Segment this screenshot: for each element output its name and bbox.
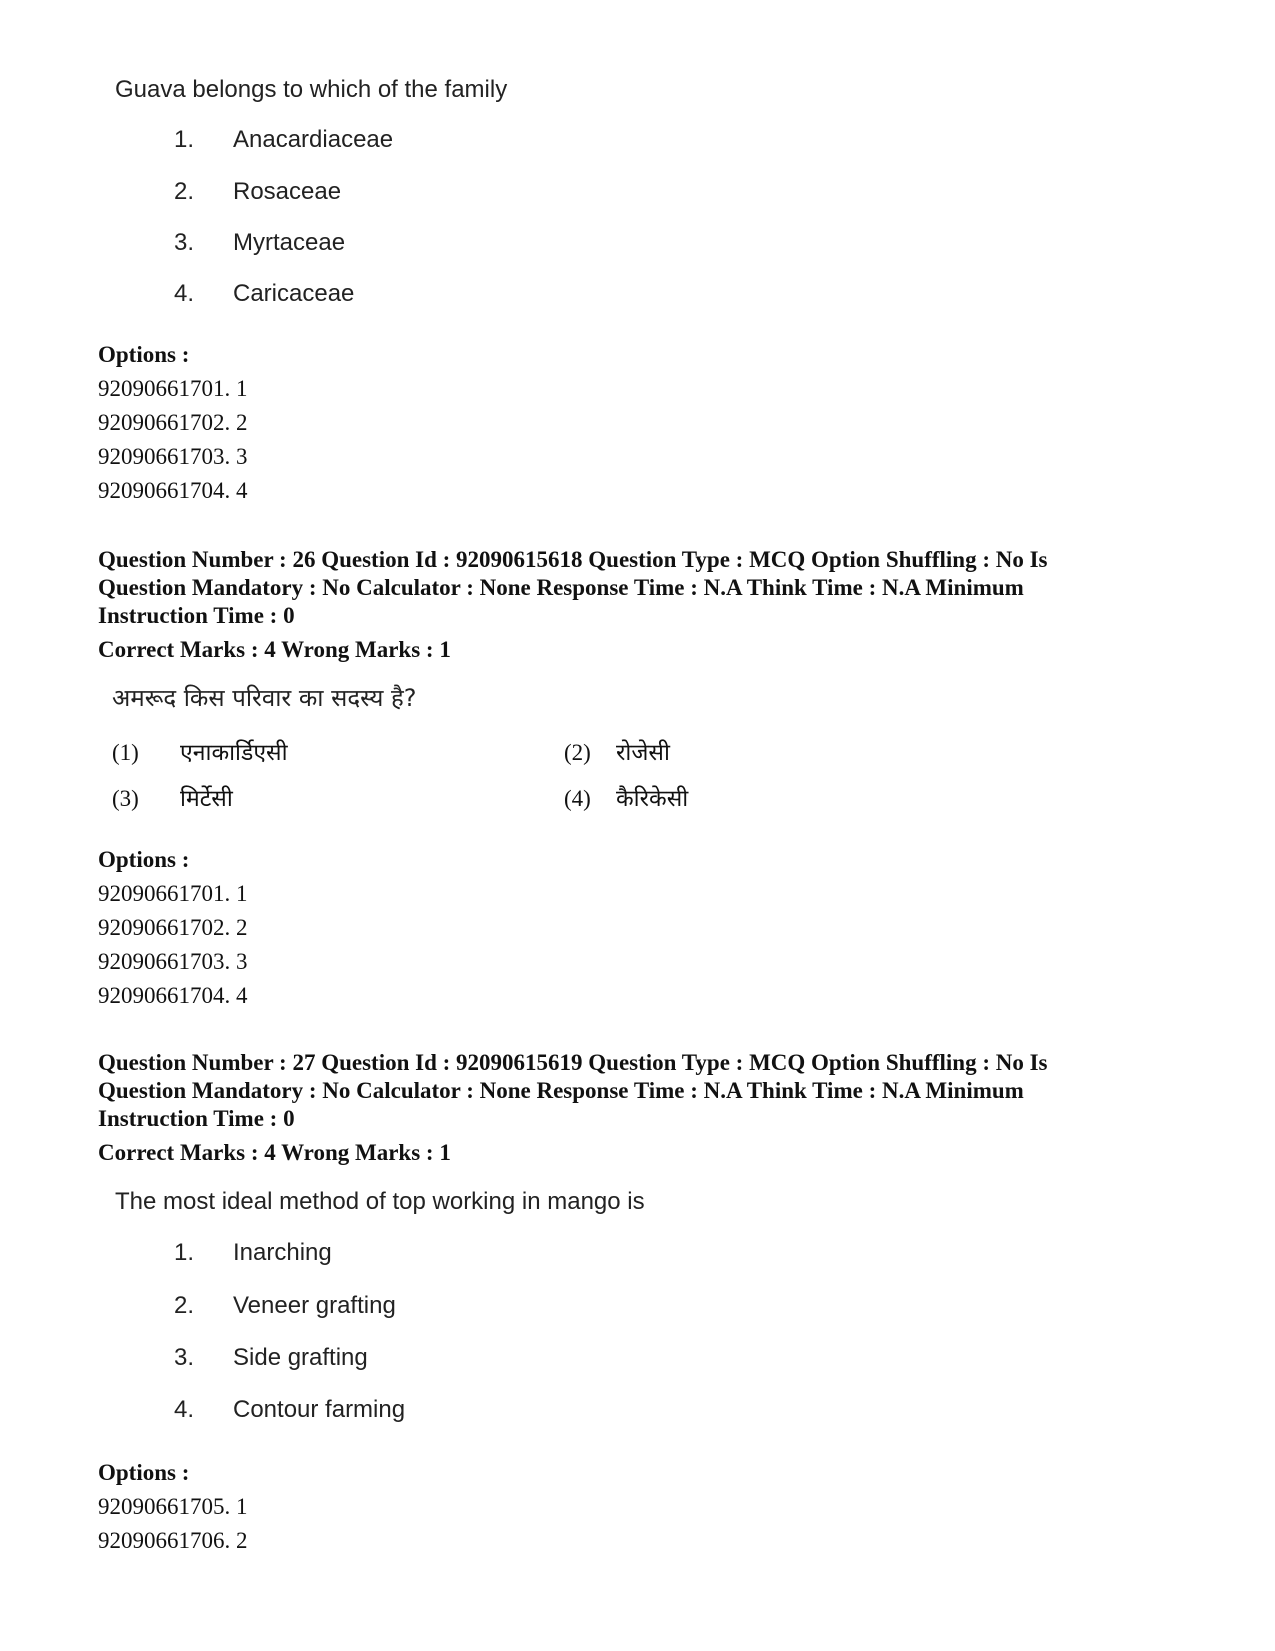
option-id: 92090661701. 1 bbox=[98, 376, 248, 401]
marks-line: Correct Marks : 4 Wrong Marks : 1 bbox=[98, 637, 451, 662]
choice-text: Anacardiaceae bbox=[233, 126, 394, 153]
meta-line: Instruction Time : 0 bbox=[98, 603, 295, 628]
choice-text: Side grafting bbox=[233, 1344, 368, 1371]
options-label: Options : bbox=[98, 342, 190, 367]
options-block bbox=[98, 338, 248, 508]
choice-text: मिर्टेसी bbox=[180, 786, 233, 812]
choice-item bbox=[174, 229, 345, 257]
option-id: 92090661702. 2 bbox=[98, 915, 248, 940]
meta-line: Question Mandatory : No Calculator : None Response Time : N.A Think Time : N.A Minimum bbox=[98, 575, 1024, 600]
choice-item bbox=[174, 178, 341, 206]
options-block bbox=[98, 843, 248, 1013]
choice-number: 1. bbox=[174, 1239, 195, 1266]
choice-item bbox=[174, 1344, 368, 1372]
choice-number: (3) bbox=[112, 786, 139, 811]
choice-text: रोजेसी bbox=[616, 740, 670, 766]
option-id: 92090661706. 2 bbox=[98, 1528, 248, 1553]
choice-number: (2) bbox=[564, 740, 591, 765]
choice-text: Contour farming bbox=[233, 1396, 406, 1423]
choice-text: Veneer grafting bbox=[233, 1292, 396, 1319]
option-id: 92090661701. 1 bbox=[98, 881, 248, 906]
question-text-hindi: अमरूद किस परिवार का सदस्य है? bbox=[112, 684, 417, 712]
choice-item bbox=[174, 280, 354, 308]
choice-number: (4) bbox=[564, 786, 591, 811]
choice-text: Rosaceae bbox=[233, 178, 342, 205]
option-id: 92090661703. 3 bbox=[98, 444, 248, 469]
question-meta bbox=[98, 1049, 1218, 1133]
options-label: Options : bbox=[98, 847, 190, 872]
choice-item bbox=[174, 1396, 405, 1424]
choice-item bbox=[112, 781, 233, 813]
choice-number: 3. bbox=[174, 1344, 195, 1371]
question-text: Guava belongs to which of the family bbox=[115, 76, 508, 103]
choice-text: एनाकार्डिएसी bbox=[180, 740, 288, 766]
option-id: 92090661702. 2 bbox=[98, 410, 248, 435]
choice-text: Myrtaceae bbox=[233, 229, 346, 256]
choice-text: कैरिकेसी bbox=[616, 786, 689, 812]
choice-number: 2. bbox=[174, 178, 195, 205]
options-label: Options : bbox=[98, 1460, 190, 1485]
choice-item bbox=[564, 735, 670, 767]
choice-number: 4. bbox=[174, 1396, 195, 1423]
choice-item bbox=[112, 735, 288, 767]
choice-number: (1) bbox=[112, 740, 139, 765]
choice-number: 2. bbox=[174, 1292, 195, 1319]
options-block bbox=[98, 1456, 248, 1558]
choice-number: 4. bbox=[174, 280, 195, 307]
option-id: 92090661704. 4 bbox=[98, 983, 248, 1008]
marks-line: Correct Marks : 4 Wrong Marks : 1 bbox=[98, 1140, 451, 1165]
choice-number: 1. bbox=[174, 126, 195, 153]
meta-line: Question Mandatory : No Calculator : None Response Time : N.A Think Time : N.A Minimum bbox=[98, 1078, 1024, 1103]
option-id: 92090661703. 3 bbox=[98, 949, 248, 974]
meta-line: Question Number : 27 Question Id : 92090615619 Question Type : MCQ Option Shuffling : No Is bbox=[98, 1050, 1048, 1075]
choice-text: Caricaceae bbox=[233, 280, 355, 307]
meta-line: Instruction Time : 0 bbox=[98, 1106, 295, 1131]
question-text: The most ideal method of top working in mango is bbox=[115, 1188, 645, 1215]
choice-text: Inarching bbox=[233, 1239, 332, 1266]
choice-item bbox=[174, 126, 393, 154]
choice-number: 3. bbox=[174, 229, 195, 256]
question-meta bbox=[98, 546, 1218, 630]
choice-item bbox=[174, 1239, 332, 1267]
choice-item bbox=[174, 1292, 396, 1320]
option-id: 92090661704. 4 bbox=[98, 478, 248, 503]
meta-line: Question Number : 26 Question Id : 92090615618 Question Type : MCQ Option Shuffling : No Is bbox=[98, 547, 1048, 572]
choice-item bbox=[564, 781, 688, 813]
option-id: 92090661705. 1 bbox=[98, 1494, 248, 1519]
